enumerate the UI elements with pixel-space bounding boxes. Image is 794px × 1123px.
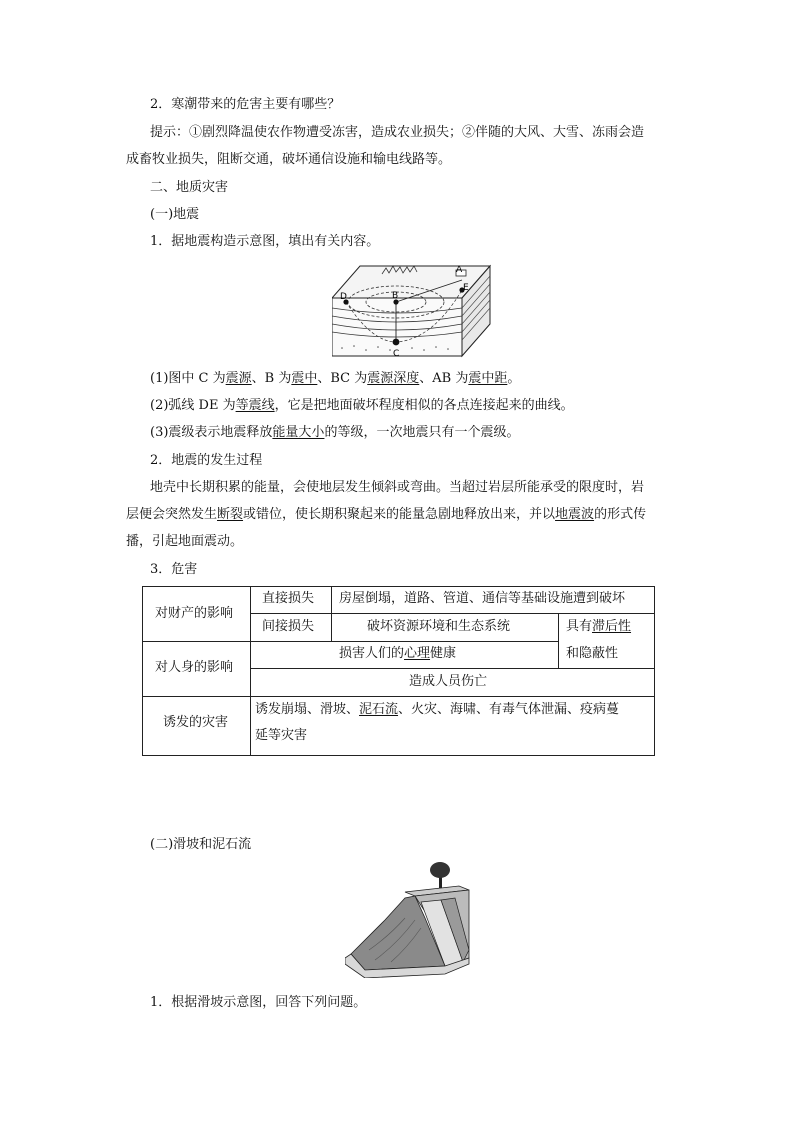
label-d: D — [340, 292, 347, 302]
landslide-item-1-title: 1．根据滑坡示意图，回答下列问题。 — [150, 995, 367, 1010]
fill-item-3: (3)震级表示地震释放能量大小的等级，一次地震只有一个震级。 — [150, 425, 520, 440]
direct-loss-desc: 房屋倒塌，道路、管道、通信等基础设施遭到破坏 — [339, 591, 626, 606]
answer-energy: 能量大小 — [272, 425, 325, 440]
label-c: C — [393, 349, 400, 359]
casualty-text: 造成人员伤亡 — [409, 674, 488, 689]
landslide-diagram — [345, 858, 475, 978]
hint-line-2: 成畜牧业损失，阻断交通，破坏通信设施和输电线路等。 — [126, 152, 452, 167]
item-3-title: 3．危害 — [150, 562, 198, 577]
feature-line-2: 和隐蔽性 — [566, 646, 619, 661]
row-induced-header: 诱发的灾害 — [163, 715, 229, 730]
label-e: E — [463, 283, 469, 293]
answer-epicenter: 震中 — [291, 371, 318, 386]
subheading-earthquake: (一)地震 — [150, 207, 200, 222]
answer-debris-flow: 泥石流 — [359, 702, 399, 717]
answer-epicentral-distance: 震中距 — [468, 371, 508, 386]
indirect-loss-label: 间接损失 — [262, 619, 315, 634]
process-line-3: 播，引起地面震动。 — [126, 534, 244, 549]
row-property-header: 对财产的影响 — [155, 606, 234, 621]
answer-focal-depth: 震源深度 — [367, 371, 420, 386]
subheading-landslide: (二)滑坡和泥石流 — [150, 837, 252, 852]
question-cold-wave: 2．寒潮带来的危害主要有哪些？ — [150, 97, 341, 112]
process-line-2: 层便会突然发生断裂或错位，使长期积聚起来的能量急剧地释放出来，并以地震波的形式传 — [126, 507, 647, 522]
fill-item-1: (1)图中 C 为震源、B 为震中、BC 为震源深度、AB 为震中距。 — [150, 371, 521, 386]
answer-seismic-wave: 地震波 — [555, 507, 595, 522]
label-a: A — [456, 265, 463, 275]
item-1-title: 1．据地震构造示意图，填出有关内容。 — [150, 234, 380, 249]
hint-line-1: 提示：①剧烈降温使农作物遭受冻害，造成农业损失；②伴随的大风、大雪、冻雨会造 — [150, 125, 645, 140]
induced-line-2: 延等灾害 — [255, 728, 308, 743]
label-b: B — [392, 291, 399, 301]
induced-line-1: 诱发崩塌、滑坡、泥石流、火灾、海啸、有毒气体泄漏、疫病蔓 — [255, 702, 620, 717]
psych-health: 损害人们的心理健康 — [339, 646, 457, 661]
answer-lag: 滞后性 — [592, 619, 632, 634]
feature-line-1: 具有滞后性 — [566, 619, 632, 634]
indirect-loss-desc: 破坏资源环境和生态系统 — [367, 619, 511, 634]
item-2-title: 2．地震的发生过程 — [150, 453, 263, 468]
row-person-header: 对人身的影响 — [155, 660, 234, 675]
answer-isoseismal: 等震线 — [235, 398, 275, 413]
point-c — [393, 339, 400, 346]
answer-focus: 震源 — [225, 371, 252, 386]
answer-fracture: 断裂 — [217, 507, 244, 522]
process-line-1: 地壳中长期积累的能量，会使地层发生倾斜或弯曲。当超过岩层所能承受的限度时，岩 — [150, 480, 645, 495]
answer-psychological: 心理 — [404, 646, 431, 661]
hazard-table — [142, 586, 655, 756]
fill-item-2: (2)弧线 DE 为等震线，它是把地面破坏程度相似的各点连接起来的曲线。 — [150, 398, 574, 413]
heading-geological-hazards: 二、地质灾害 — [150, 180, 229, 195]
direct-loss-label: 直接损失 — [262, 591, 315, 606]
earthquake-diagram — [332, 262, 492, 360]
